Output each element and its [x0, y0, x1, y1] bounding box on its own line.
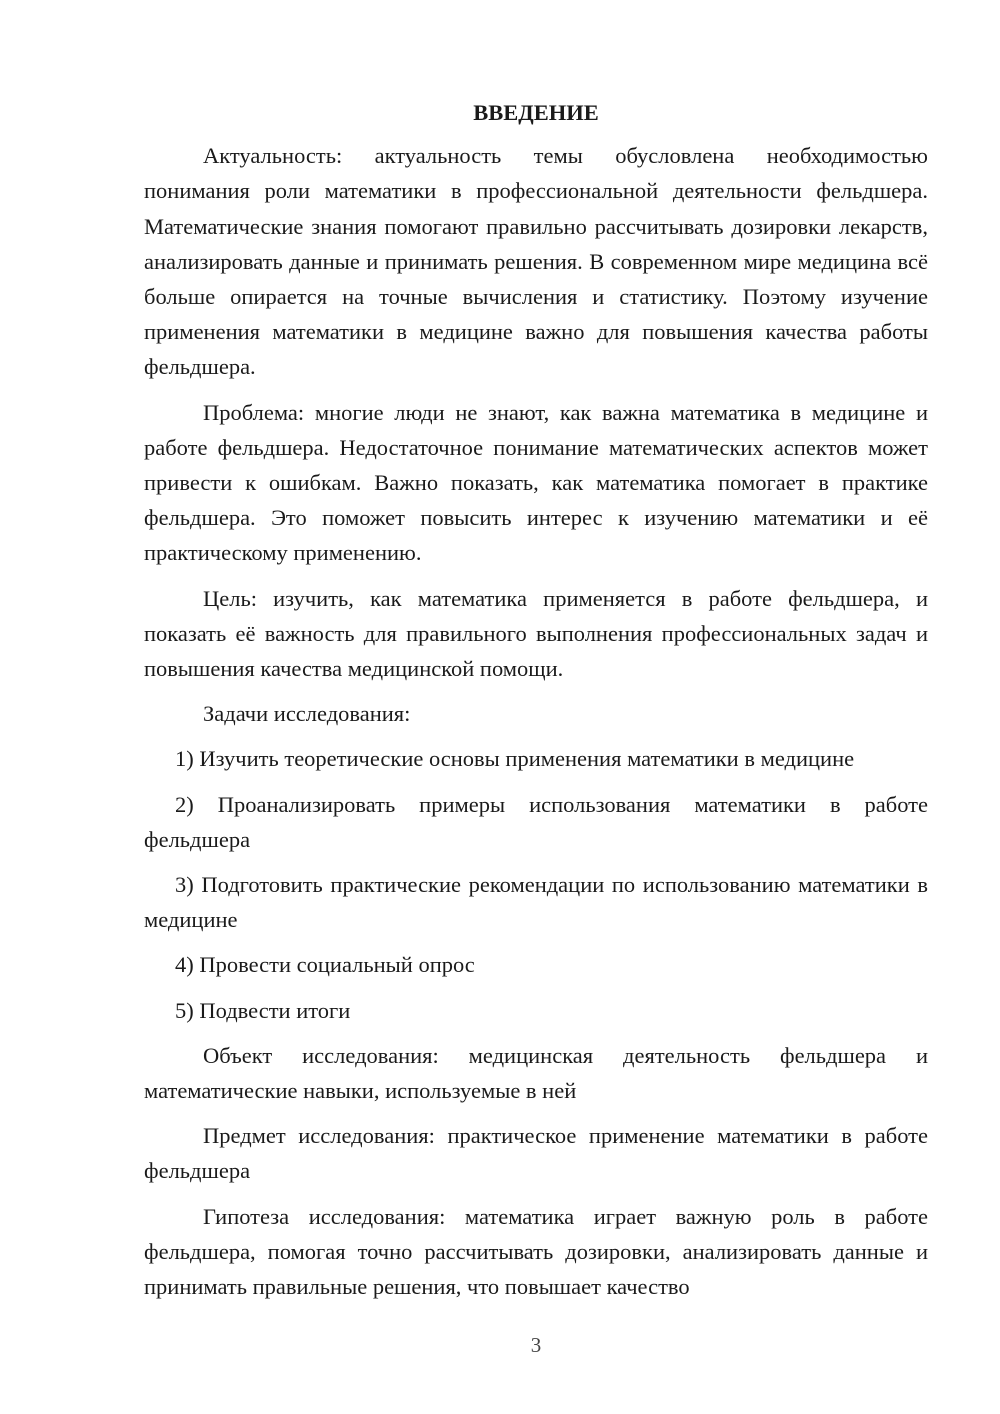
tasks-heading: Задачи исследования:	[203, 701, 411, 727]
paragraph-object: Объект исследования: медицинская деятельность фельдшера и математические навыки, используемые в ней	[144, 1042, 928, 1104]
paragraph-goal: Цель: изучить, как математика применяется в работе фельдшера, и показать её важность для правильного выполнения профессиональных задач и повышения качества медицинской помощи.	[144, 585, 928, 682]
task-item-2: 2) Проанализировать примеры использования математики в работе фельдшера	[144, 791, 928, 852]
section-title: ВВЕДЕНИЕ	[473, 100, 599, 125]
paragraph-hypothesis: Гипотеза исследования: математика играет важную роль в работе фельдшера, помогая точно рассчитывать дозировки, анализировать данные и принимать правильные решения, что повышает качество	[144, 1203, 928, 1300]
task-item-5: 5) Подвести итоги	[175, 997, 351, 1023]
task-item-4: 4) Провести социальный опрос	[175, 952, 475, 978]
page-number: 3	[530, 1333, 542, 1357]
paragraph-subject: Предмет исследования: практическое применение математики в работе фельдшера	[144, 1123, 928, 1184]
task-item-1: 1) Изучить теоретические основы применения математики в медицине	[175, 746, 855, 772]
paragraph-relevance: Актуальность: актуальность темы обусловлена необходимостью понимания роли математики в профессиональной деятельности фельдшера. Математические знания помогают правильно рассчитывать дозировки лекарств, анализировать данные и принимать решения. В современном мире медицина всё больше опирается на точные вычисления и статистику. Поэтому изучение применения математики в медицине важно для повышения качества работы фельдшера.	[144, 143, 928, 380]
document-body	[144, 95, 928, 1314]
paragraph-problem: Проблема: многие люди не знают, как важна математика в медицине и работе фельдшера. Недостаточное понимание математических аспектов может привести к ошибкам. Важно показать, как математика помогает в практике фельдшера. Это поможет повысить интерес к изучению математики и её практическому применению.	[144, 399, 928, 566]
task-item-3: 3) Подготовить практические рекомендации по использованию математики в медицине	[144, 872, 928, 933]
